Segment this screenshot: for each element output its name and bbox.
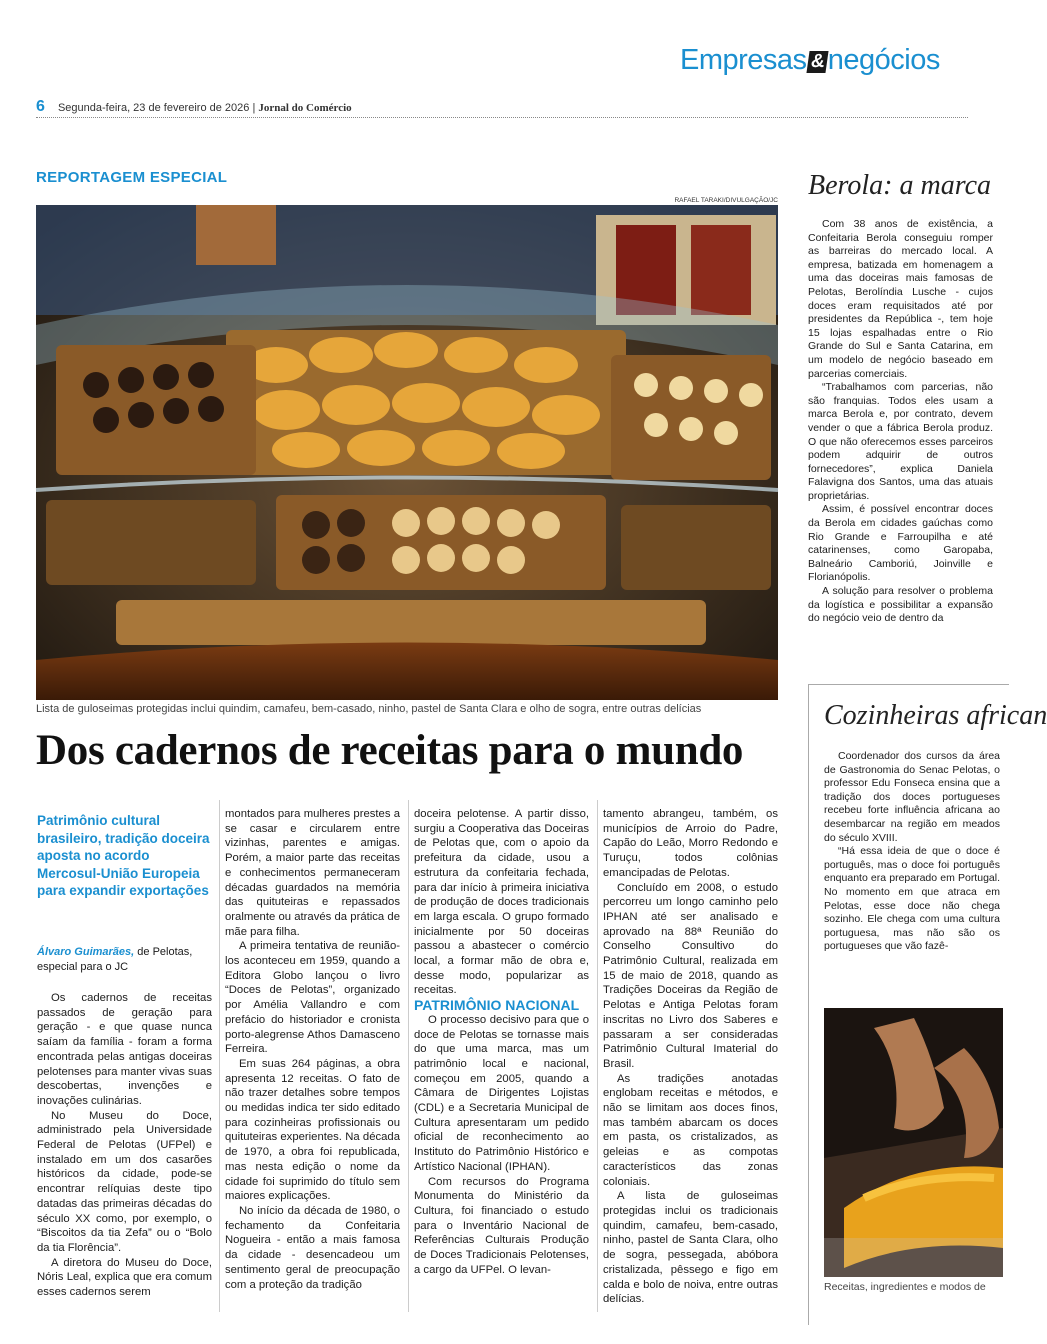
sweets-display-illustration	[36, 205, 778, 700]
paragraph: “Há essa ideia de que o doce é português, mas o doce foi português enquanto era preparado em Portugal. No momento em que atraca em Pelotas, esse doce não chega sozinho. Ele chega com uma cultura portuguesa, mas não são os portugueses que vão fazê-	[824, 845, 1000, 953]
article-deck: Patrimônio cultural brasileiro, tradição doceira aposta no acordo Mercosul-União Europeia para expandir exportações	[37, 813, 210, 898]
paragraph: A solução para resolver o problema da logística e possibilitar a expansão do negócio veio de dentro da	[808, 585, 993, 625]
issue-date: Segunda-feira, 23 de fevereiro de 2026	[57, 102, 250, 114]
paragraph: A lista de guloseimas protegidas inclui os tradicionais quindim, camafeu, bem-casado, ninho, pastel de Santa Clara, olho de sogra, pessegada, abóbora cristalizada, pêssego e figo em calda e bolo de noiva, entre outras delícias.	[603, 1190, 778, 1306]
folio-line	[36, 98, 352, 116]
brand-left: Empresas	[680, 44, 807, 76]
paragraph: No Museu do Doce, administrado pela Universidade Federal de Pelotas (UFPel) e instalado em um dos casarões históricos da cidade, pode-se encontrar relíquias deste tipo datadas das primeiras décadas do século XX como, por exemplo, o “Biscoitos da tia Zefa” ou o “Bolo da tia Florência”.	[37, 1109, 212, 1254]
section-brand	[680, 44, 940, 77]
paragraph: A primeira tentativa de reunião-los aconteceu em 1959, quando a Editora Globo lançou o livro “Doces de Pelotas”, organizado por Amélia Vallandro e com prefácio do historiador e cronista porto-alegrense Athos Damasceno Ferreira.	[225, 940, 400, 1056]
column-rule	[597, 800, 598, 1312]
paragraph: Assim, é possível encontrar doces da Berola em cidades gaúchas como Rio Grande e Farroupilha e até catarinenses, como Garopaba, Balneário Camboriú, Joinville e Florianópolis.	[808, 503, 993, 584]
article-column-3	[414, 807, 589, 1278]
paragraph: No início da década de 1980, o fechamento da Confeitaria Nogueira - então a mais famosa da cidade - desencadeou um sentimento geral de preocupação com a proteção da tradição	[225, 1204, 400, 1291]
folio-separator: |	[252, 102, 256, 114]
sidebar-title-cozinheiras: Cozinheiras african	[824, 700, 1047, 731]
article-headline: Dos cadernos de receitas para o mundo	[36, 727, 744, 774]
paragraph: O processo decisivo para que o doce de Pelotas se tornasse mais do que uma marca, mas um patrimônio local e nacional, começou em 2005, quando a Câmara de Dirigentes Lojistas (CDL) e a Secretaria Municipal de Cultura apresentaram um pedido oficial de reconhecimento ao Instituto do Patrimônio Histórico e Artístico Nacional (IPHAN).	[414, 1013, 589, 1173]
article-column-1	[37, 991, 212, 1300]
brand-right: negócios	[827, 44, 940, 76]
paragraph: As tradições anotadas englobam receitas e métodos, e não se limitam aos doces finos, mas também abarcam os doces em pasta, os cristalizados, as geleias e as compotas característicos das zonas coloniais.	[603, 1072, 778, 1188]
paragraph: Concluído em 2008, o estudo percorreu um longo caminho pelo IPHAN até ser analisado e aprovado na 88ª Reunião do Conselho Consultivo do Patrimônio Cultural, realizada em 15 de maio de 2018, quando as Tradições Doceiras da Região de Pelotas e Antiga Pelotas foram inscritas no Livro dos Saberes e passaram a ser consideradas Patrimônio Cultural Imaterial do Brasil.	[603, 881, 778, 1070]
paragraph: “Trabalhamos com parcerias, não são franquias. Todos eles usam a marca Berola e, por contrato, devem vender o que a fábrica Berola produz. O que não oferecemos esses parceiros podem adquirir de outros fornecedores”, explica Daniela Falavigna dos Santos, uma das atuais proprietárias.	[808, 381, 993, 502]
section-kicker: REPORTAGEM ESPECIAL	[36, 169, 228, 186]
paragraph: Os cadernos de receitas passados de geração para geração - e que quase nunca saíam da família - foram a forma encontrada pelas antigas doceiras pelotenses para manter vivas suas descobertas, invenções e inovações culinárias.	[37, 992, 212, 1107]
sidebar-column-cozinheiras	[824, 750, 1000, 954]
paragraph: montados para mulheres prestes a se casar e circularem entre vizinhas, parentes e amigas. Porém, a maior parte das receitas e conhecimentos permaneceram décadas guardados na memória das quituteiras e repassados oralmente ou através da prática de mãe para filha.	[225, 808, 400, 938]
paragraph: Com 38 anos de existência, a Confeitaria Berola conseguiu romper as barreiras do mercado local. A empresa, batizada em homenagem a uma das doceiras mais famosas de Pelotas, Berolíndia Lusche - cujos doces eram requisitados até por presidentes da República -, tem hoje 15 lojas espalhadas entre o Rio Grande do Sul e Santa Catarina, em um modelo de negócio baseado em parcerias comerciais.	[808, 218, 993, 380]
sidebar-photo	[824, 1008, 1003, 1277]
byline-location: de Pelotas, especial para o JC	[37, 946, 193, 973]
page-number: 6	[36, 98, 45, 115]
article-column-4	[603, 807, 778, 1307]
column-rule	[408, 800, 409, 1312]
paragraph: Com recursos do Programa Monumenta do Ministério da Cultura, foi financiado o estudo para o Inventário Nacional de Referências Culturais Produção de Doces Tradicionais Pelotenses, a cargo da UFPel. O levan-	[414, 1175, 589, 1276]
article-byline	[37, 945, 212, 975]
hands-preparing-sweets-illustration	[824, 1008, 1003, 1277]
paragraph: tamento abrangeu, também, os municípios de Arroio do Padre, Capão do Leão, Morro Redondo e Turuçu, todos colônias emancipadas de Pelotas.	[603, 808, 778, 879]
section-subhead: PATRIMÔNIO NACIONAL	[414, 997, 580, 1014]
photo-caption: Lista de guloseimas protegidas inclui quindim, camafeu, bem-casado, ninho, pastel de Santa Clara e olho de sogra, entre outras delícias	[36, 703, 702, 715]
byline-author: Álvaro Guimarães,	[37, 946, 135, 958]
paragraph: Em suas 264 páginas, a obra apresenta 12 receitas. O fato de não trazer detalhes sobre tempos ou medidas indica ter sido editado para cozinheiras profissionais ou quituteiras experientes. Na década de 1970, a obra foi republicada, mas nesta edição o nome da cidade foi suprimido do título sem maiores explicações.	[225, 1057, 400, 1203]
paragraph: A diretora do Museu do Doce, Nóris Leal, explica que era comum esses cadernos serem	[37, 1256, 212, 1299]
publication-name: Jornal do Comércio	[258, 102, 352, 114]
paragraph: Coordenador dos cursos da área de Gastronomia do Senac Pelotas, o professor Edu Fonseca ensina que a tradição dos doces portugueses recebeu forte influência africana ao desembarcar na região em meados do século XVIII.	[824, 750, 1000, 844]
main-photo	[36, 205, 778, 700]
paragraph: doceira pelotense. A partir disso, surgiu a Cooperativa das Doceiras de Pelotas que, com o apoio da prefeitura da cidade, usou a estrutura da confeitaria fechada, para dar início à primeira iniciativa de produção de doces tradicionais em larga escala. O grupo formado inicialmente por 50 doceiras passou a abastecer o comércio local, a formar mão de obra e, desse modo, popularizar as receitas.	[414, 808, 589, 997]
article-column-2	[225, 807, 400, 1292]
photo-credit: RAFAEL TARAKI/DIVULGAÇÃO/JC	[674, 197, 778, 204]
sidebar-title-berola: Berola: a marca	[808, 170, 991, 201]
brand-ampersand: &	[806, 51, 828, 73]
header-divider	[36, 117, 968, 118]
sidebar-photo-caption: Receitas, ingredientes e modos de	[824, 1281, 986, 1293]
sidebar-column-berola	[808, 218, 993, 626]
column-rule	[219, 800, 220, 1312]
